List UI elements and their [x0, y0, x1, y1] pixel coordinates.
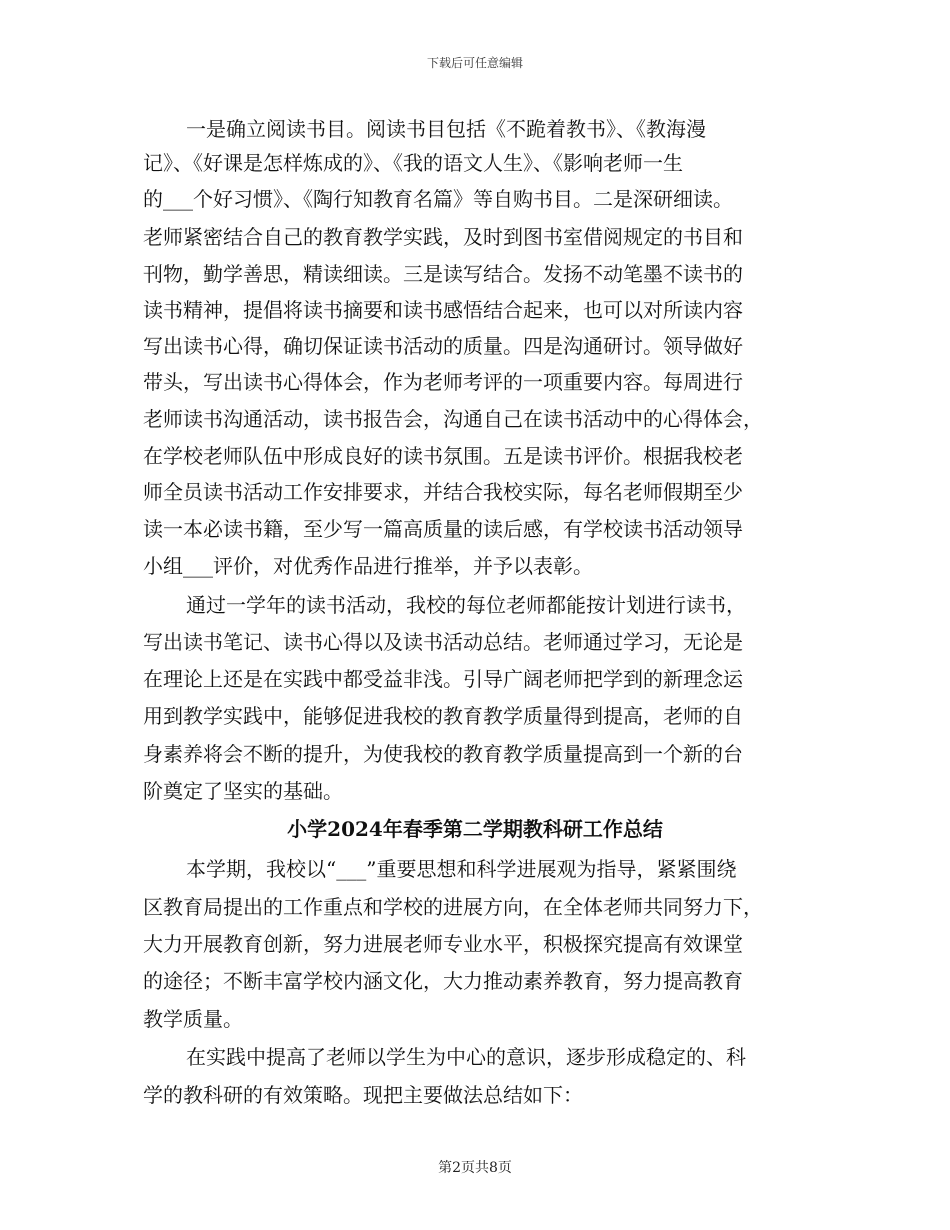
text-line: 用到教学实践中，能够促进我校的教育教学质量得到提高，老师的自: [143, 704, 743, 728]
section-title: 小学2024年春季第二学期教科研工作总结: [287, 817, 663, 841]
text-line: 在理论上还是在实践中都受益非浅。引导广阔老师把学到的新理念运: [143, 667, 743, 691]
text-line: 读书精神，提倡将读书摘要和读书感悟结合起来，也可以对所读内容: [143, 298, 743, 322]
text-line: 老师读书沟通活动，读书报告会，沟通自己在读书活动中的心得体会，: [143, 407, 763, 431]
text-line: 带头，写出读书心得体会，作为老师考评的一项重要内容。每周进行: [143, 370, 743, 394]
text-line: 师全员读书活动工作安排要求，并结合我校实际，每名老师假期至少: [143, 480, 743, 504]
text-line: 的___个好习惯》、《陶行知教育名篇》等自购书目。二是深研细读。: [143, 187, 733, 211]
text-line: 刊物，勤学善思，精读细读。三是读写结合。发扬不动笔墨不读书的: [143, 262, 743, 286]
text-line: 学的教科研的有效策略。现把主要做法总结如下：: [143, 1083, 583, 1107]
text-line: 本学期，我校以“___”重要思想和科学进展观为指导，紧紧围绕: [186, 857, 737, 881]
text-line: 区教育局提出的工作重点和学校的进展方向，在全体老师共同努力下，: [143, 895, 763, 919]
text-line: 老师紧密结合自己的教育教学实践，及时到图书室借阅规定的书目和: [143, 225, 743, 249]
text-line: 大力开展教育创新，努力进展老师专业水平，积极探究提高有效课堂: [143, 932, 743, 956]
text-line: 在学校老师队伍中形成良好的读书氛围。五是读书评价。根据我校老: [143, 444, 743, 468]
text-line: 的途径；不断丰富学校内涵文化，大力推动素养教育，努力提高教育: [143, 969, 743, 993]
text-line: 一是确立阅读书目。阅读书目包括《不跪着教书》、《教海漫: [186, 117, 706, 141]
text-line: 身素养将会不断的提升，为使我校的教育教学质量提高到一个新的台: [143, 742, 743, 766]
text-line: 教学质量。: [143, 1007, 243, 1031]
text-line: 记》、《好课是怎样炼成的》、《我的语文人生》、《影响老师一生: [143, 151, 683, 175]
text-line: 写出读书笔记、读书心得以及读书活动总结。老师通过学习，无论是: [143, 630, 743, 654]
page-number: 第2页共8页: [438, 1160, 512, 1176]
text-line: 写出读书心得，确切保证读书活动的质量。四是沟通研讨。领导做好: [143, 334, 743, 358]
text-line: 阶奠定了坚实的基础。: [143, 779, 343, 803]
text-line: 通过一学年的读书活动，我校的每位老师都能按计划进行读书，: [186, 593, 746, 617]
text-line: 读一本必读书籍，至少写一篇高质量的读后感，有学校读书活动领导: [143, 517, 743, 541]
text-line: 在实践中提高了老师以学生为中心的意识，逐步形成稳定的、科: [186, 1045, 746, 1069]
text-line: 小组___评价，对优秀作品进行推举，并予以表彰。: [143, 554, 593, 578]
page-header: 下载后可任意编辑: [426, 56, 523, 70]
